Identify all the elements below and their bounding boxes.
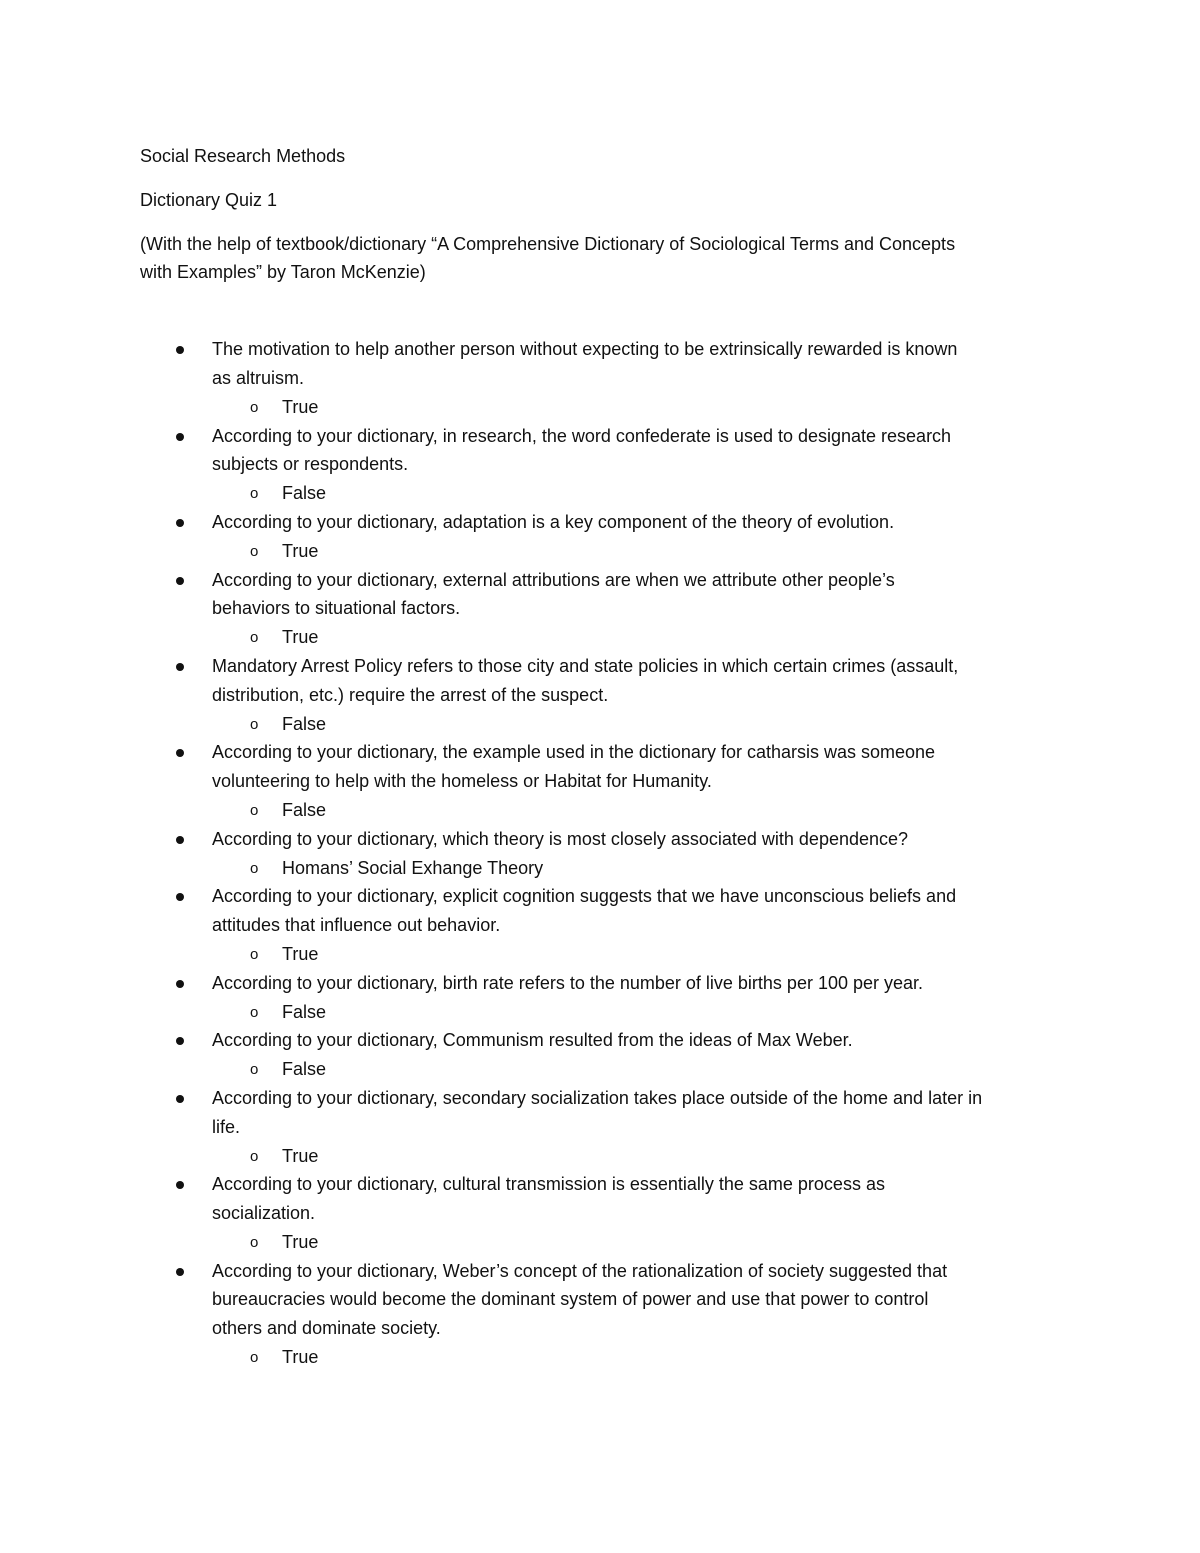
answer-item [212, 479, 1070, 508]
question-item [140, 652, 1070, 738]
question-text-line: life. [212, 1116, 241, 1137]
answer-item [212, 1055, 1070, 1084]
question-text-line: as altruism. [212, 367, 305, 388]
answer-item [212, 393, 1070, 422]
bullet-icon [176, 663, 184, 671]
answer-text: False [282, 483, 327, 504]
sub-bullet-icon: o [250, 485, 259, 503]
question-text-line: According to your dictionary, in research, the word confederate is used to designate research [212, 425, 952, 446]
answer-item [212, 1228, 1070, 1257]
bullet-icon [176, 836, 184, 844]
bullet-icon [176, 1037, 184, 1045]
question-item [140, 508, 1070, 566]
answer-text: True [282, 540, 319, 561]
sub-bullet-icon: o [250, 542, 259, 560]
source-note-line-2: with Examples” by Taron McKenzie) [140, 262, 426, 283]
bullet-icon [176, 346, 184, 354]
bullet-icon [176, 1095, 184, 1103]
question-list [140, 335, 1070, 1372]
answer-item [212, 854, 1070, 883]
answer-text: True [282, 396, 319, 417]
answer-item [212, 998, 1070, 1027]
question-text-line: bureaucracies would become the dominant system of power and use that power to control [212, 1289, 929, 1310]
question-text-line: attitudes that influence out behavior. [212, 915, 501, 936]
question-text-line: According to your dictionary, Weber’s concept of the rationalization of society suggested that [212, 1260, 948, 1281]
bullet-icon [176, 980, 184, 988]
question-item [140, 422, 1070, 508]
answer-item [212, 537, 1070, 566]
answer-text: True [282, 1231, 319, 1252]
sub-bullet-icon: o [250, 629, 259, 647]
answer-text: True [282, 1145, 319, 1166]
bullet-icon [176, 433, 184, 441]
course-title: Social Research Methods [140, 146, 346, 166]
answer-text: False [282, 799, 327, 820]
answer-text: Homans’ Social Exhange Theory [282, 857, 544, 878]
answer-item [212, 1142, 1070, 1171]
question-text-line: distribution, etc.) require the arrest of the suspect. [212, 684, 609, 705]
bullet-icon [176, 893, 184, 901]
question-item [140, 882, 1070, 968]
question-text-line: According to your dictionary, which theory is most closely associated with dependence? [212, 828, 909, 849]
answer-item [212, 623, 1070, 652]
question-text-line: According to your dictionary, Communism resulted from the ideas of Max Weber. [212, 1030, 853, 1051]
sub-bullet-icon: o [250, 715, 259, 733]
answer-text: True [282, 627, 319, 648]
sub-bullet-icon: o [250, 1349, 259, 1367]
question-item [140, 1084, 1070, 1170]
sub-bullet-icon: o [250, 1233, 259, 1251]
sub-bullet-icon: o [250, 1003, 259, 1021]
answer-text: False [282, 713, 327, 734]
answer-item [212, 1343, 1070, 1372]
sub-bullet-icon: o [250, 801, 259, 819]
quiz-title: Dictionary Quiz 1 [140, 189, 278, 210]
answer-item [212, 940, 1070, 969]
question-text-line: According to your dictionary, the example used in the dictionary for catharsis was someone [212, 742, 936, 763]
question-text-line: According to your dictionary, adaptation is a key component of the theory of evolution. [212, 511, 895, 532]
question-text-line: According to your dictionary, birth rate refers to the number of live births per 100 per year. [212, 972, 924, 993]
question-text-line: socialization. [212, 1203, 316, 1224]
question-item [140, 566, 1070, 652]
bullet-icon [176, 749, 184, 757]
question-text-line: According to your dictionary, explicit cognition suggests that we have unconscious beliefs and [212, 886, 957, 907]
answer-text: False [282, 1059, 327, 1080]
question-item [140, 1170, 1070, 1256]
source-note-line-1: (With the help of textbook/dictionary “A Comprehensive Dictionary of Sociological Terms and Concepts [140, 233, 956, 254]
question-text-line: Mandatory Arrest Policy refers to those city and state policies in which certain crimes (assault, [212, 655, 959, 676]
sub-bullet-icon: o [250, 398, 259, 416]
question-text-line: others and dominate society. [212, 1318, 441, 1339]
question-item [140, 1257, 1070, 1372]
question-text-line: According to your dictionary, secondary socialization takes place outside of the home and later in [212, 1087, 983, 1108]
bullet-icon [176, 1268, 184, 1276]
sub-bullet-icon: o [250, 1061, 259, 1079]
question-text-line: The motivation to help another person without expecting to be extrinsically rewarded is known [212, 339, 958, 360]
bullet-icon [176, 519, 184, 527]
answer-item [212, 796, 1070, 825]
question-item [140, 335, 1070, 421]
sub-bullet-icon: o [250, 945, 259, 963]
question-text-line: According to your dictionary, external attributions are when we attribute other people’s [212, 569, 895, 590]
answer-item [212, 710, 1070, 739]
bullet-icon [176, 1181, 184, 1189]
answer-text: False [282, 1001, 327, 1022]
answer-text: True [282, 943, 319, 964]
question-text-line: behaviors to situational factors. [212, 598, 461, 619]
question-text-line: According to your dictionary, cultural transmission is essentially the same process as [212, 1174, 885, 1195]
question-item [140, 825, 1070, 883]
question-text-line: subjects or respondents. [212, 454, 409, 475]
sub-bullet-icon: o [250, 1147, 259, 1165]
question-item [140, 969, 1070, 1027]
question-item [140, 1026, 1070, 1084]
answer-text: True [282, 1347, 319, 1368]
question-item [140, 738, 1070, 824]
sub-bullet-icon: o [250, 859, 259, 877]
question-text-line: volunteering to help with the homeless or Habitat for Humanity. [212, 771, 712, 792]
bullet-icon [176, 577, 184, 585]
document-page [140, 142, 1070, 1372]
